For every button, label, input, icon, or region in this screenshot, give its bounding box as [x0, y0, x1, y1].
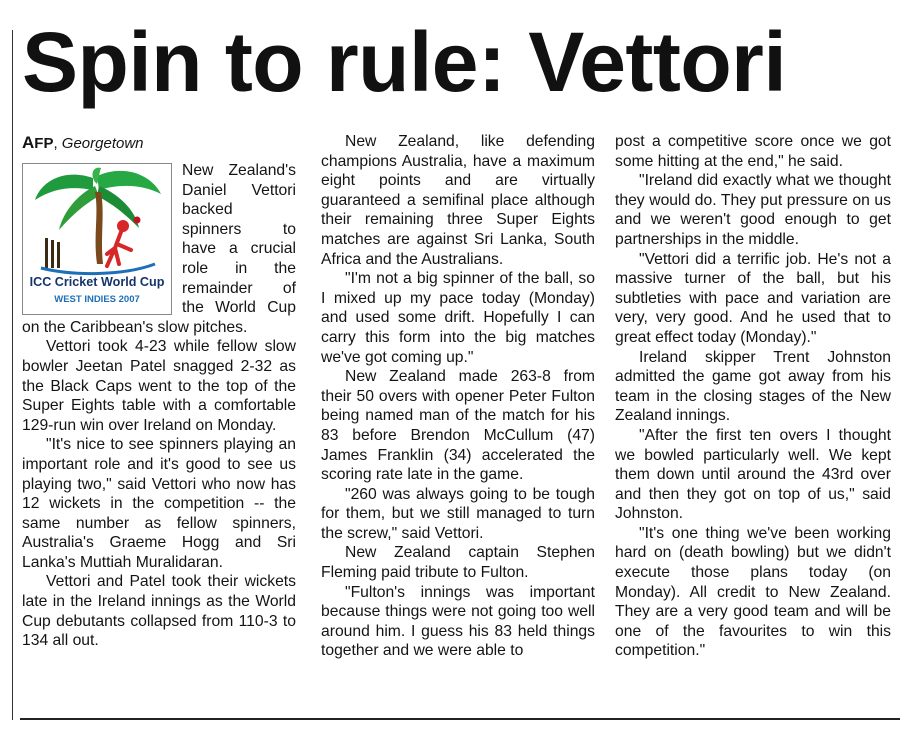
byline-agency: AFP: [22, 133, 54, 152]
column3-paragraph-5: "After the first ten overs I thought we bowled particularly well. We kept them down until around the 43rd over and then they got on top of us," said Johnston.: [615, 426, 891, 523]
column2-paragraph-1: New Zealand, like defending champions Australia, have a maximum eight points and are virtually guaranteed a semifinal place although their remaining three Super Eights matches are against Sri Lanka, South Africa and the Australians.: [321, 133, 595, 268]
column2-paragraph-2: "I'm not a big spinner of the ball, so I mixed up my pace today (Monday) and used some drift. Hopefully I can carry this form into the big matches we've got coming up.": [321, 270, 595, 366]
column3-paragraph-2: "Ireland did exactly what we thought they would do. They put pressure on us and we weren't good enough to get partnerships in the middle.: [615, 172, 891, 248]
byline-place: Georgetown: [61, 135, 144, 152]
column1-paragraph-4: Vettori and Patel took their wickets late in the Ireland innings as the World Cup debutants collapsed from 110-3 to 134 all out.: [22, 573, 296, 650]
column1-paragraph-1: New Zealand's Daniel Vettori backed spinners to have a crucial role in the remainder of the World Cup on the Caribbean's slow pitches.: [22, 162, 296, 336]
column2-paragraph-3: New Zealand made 263-8 from their 50 overs with opener Peter Fulton being named man of the match for his 83 before Brendon McCullum (47) James Franklin (34) accelerated the scoring rate late in the game.: [321, 368, 595, 484]
logo-title-text: ICC Cricket World Cup: [29, 275, 165, 289]
column1-paragraph-3: "It's nice to see spinners playing an important role and it's good to see us playing two," said Vettori who now has 12 wickets in the competition -- the same number as fellow spinners, Australia's Graeme Hogg and Sri Lanka's Muttiah Muralidaran.: [22, 436, 296, 571]
icc-world-cup-logo: [22, 163, 172, 315]
column3-paragraph-6: "It's one thing we've been working hard on (death bowling) but we didn't execute those plans today (on Monday). All credit to New Zealand. They are a very good team and will be one of the favourites to win this competition.": [615, 524, 891, 660]
byline: AFP, Georgetown: [22, 133, 144, 152]
headline: Spin to rule: Vettori: [22, 15, 787, 109]
article-column-2: [321, 132, 595, 661]
left-column-rule: [12, 30, 13, 720]
column3-paragraph-3: "Vettori did a terrific job. He's not a massive turner of the ball, but his subtleties with pace and variation are very, very good. And he used that to great effect today (Monday).": [615, 250, 891, 346]
article-column-3: [615, 132, 891, 661]
column3-paragraph-1: post a competitive score once we got some hitting at the end," he said.: [615, 133, 891, 170]
column1-paragraph-2: Vettori took 4-23 while fellow slow bowler Jeetan Patel snagged 2-32 as the Black Caps went to the top of the Super Eights table with a comfortable 129-run win over Ireland on Monday.: [22, 338, 296, 434]
bottom-rule: [20, 718, 900, 720]
article-column-1: [22, 132, 296, 651]
column2-paragraph-5: New Zealand captain Stephen Fleming paid tribute to Fulton.: [321, 544, 595, 582]
column2-paragraph-4: "260 was always going to be tough for them, but we still managed to turn the screw," said Vettori.: [321, 485, 595, 542]
column3-paragraph-4: Ireland skipper Trent Johnston admitted the game got away from his team in the closing stages of the New Zealand innings.: [615, 348, 891, 425]
column2-paragraph-6: "Fulton's innings was important because things were not going too well around him. I guess his 83 held things together and we were able to: [321, 583, 595, 660]
logo-subtitle-text: WEST INDIES 2007: [54, 294, 140, 305]
